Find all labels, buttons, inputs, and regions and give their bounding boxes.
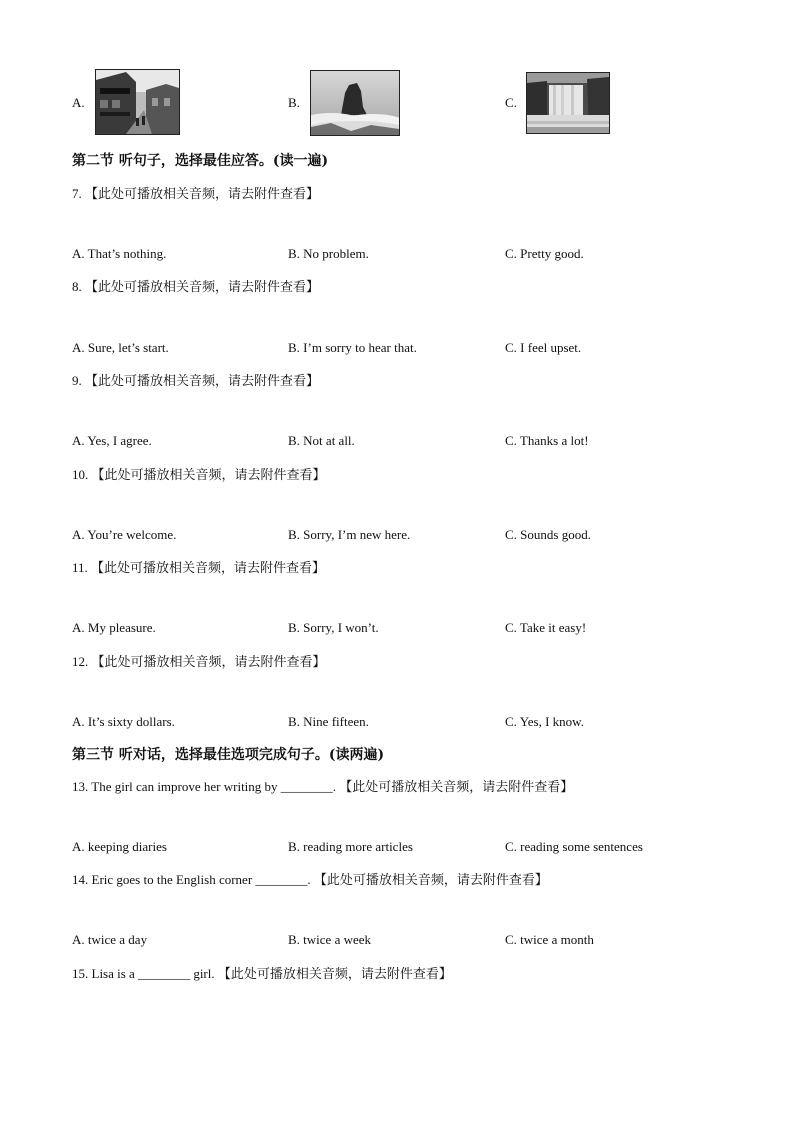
q13-option-b: B. reading more articles xyxy=(288,839,413,854)
q8-option-b: B. I’m sorry to hear that. xyxy=(288,340,417,355)
q7-option-b: B. No problem. xyxy=(288,246,369,261)
q9-option-a: A. Yes, I agree. xyxy=(72,433,152,448)
q11-option-a: A. My pleasure. xyxy=(72,620,156,635)
q11-option-c: C. Take it easy! xyxy=(505,620,587,635)
audio-placeholder[interactable]: 【此处可播放相关音频，请去附件查看】 xyxy=(217,967,452,982)
question-7 xyxy=(72,183,319,202)
street-photo xyxy=(95,69,180,135)
q12-option-b: B. Nine fifteen. xyxy=(288,714,369,729)
q13-option-c: C. reading some sentences xyxy=(505,839,643,854)
question-text: 14. Eric goes to the English corner ________. xyxy=(72,872,311,887)
q8-option-a: A. Sure, let’s start. xyxy=(72,340,169,355)
q12-option-a: A. It’s sixty dollars. xyxy=(72,714,175,729)
question-number: 10. xyxy=(72,467,89,482)
question-number: 8. xyxy=(72,279,82,294)
q9-option-c: C. Thanks a lot! xyxy=(505,433,589,448)
q7-option-c: C. Pretty good. xyxy=(505,246,584,261)
audio-placeholder[interactable]: 【此处可播放相关音频，请去附件查看】 xyxy=(339,780,574,795)
q14-option-c: C. twice a month xyxy=(505,932,594,947)
waterfall-photo xyxy=(526,72,610,134)
option-a-label: A. xyxy=(72,95,85,110)
option-b-label: B. xyxy=(288,95,300,110)
q7-option-a: A. That’s nothing. xyxy=(72,246,167,261)
audio-placeholder[interactable]: 【此处可播放相关音频，请去附件查看】 xyxy=(91,468,326,483)
q10-option-c: C. Sounds good. xyxy=(505,527,591,542)
audio-placeholder[interactable]: 【此处可播放相关音频，请去附件查看】 xyxy=(91,655,326,670)
audio-placeholder[interactable]: 【此处可播放相关音频，请去附件查看】 xyxy=(85,374,320,389)
q10-option-a: A. You’re welcome. xyxy=(72,527,177,542)
question-number: 11. xyxy=(72,560,88,575)
q14-option-b: B. twice a week xyxy=(288,932,372,947)
question-10 xyxy=(72,464,326,483)
q12-option-c: C. Yes, I know. xyxy=(505,714,584,729)
question-number: 7. xyxy=(72,186,82,201)
question-number: 12. xyxy=(72,654,89,669)
question-number: 9. xyxy=(72,373,82,388)
q14-option-a: A. twice a day xyxy=(72,932,148,947)
mountain-photo xyxy=(310,70,400,136)
audio-placeholder[interactable]: 【此处可播放相关音频，请去附件查看】 xyxy=(85,187,320,202)
question-14 xyxy=(72,869,548,888)
question-11 xyxy=(72,557,325,576)
section2-title: 第二节 听句子，选择最佳应答。(读一遍) xyxy=(72,153,329,169)
audio-placeholder[interactable]: 【此处可播放相关音频，请去附件查看】 xyxy=(85,280,320,295)
question-12 xyxy=(72,651,326,670)
question-9 xyxy=(72,370,319,389)
q9-option-b: B. Not at all. xyxy=(288,433,355,448)
question-13 xyxy=(72,776,573,795)
question-8 xyxy=(72,276,319,295)
option-c-label: C. xyxy=(505,95,517,110)
q10-option-b: B. Sorry, I’m new here. xyxy=(288,527,411,542)
question-text: 13. The girl can improve her writing by ________. xyxy=(72,779,337,794)
q13-option-a: A. keeping diaries xyxy=(72,839,167,854)
audio-placeholder[interactable]: 【此处可播放相关音频，请去附件查看】 xyxy=(91,561,326,576)
audio-placeholder[interactable]: 【此处可播放相关音频，请去附件查看】 xyxy=(313,873,548,888)
question-text: 15. Lisa is a ________ girl. xyxy=(72,966,215,981)
q11-option-b: B. Sorry, I won’t. xyxy=(288,620,379,635)
question-15 xyxy=(72,963,452,982)
q8-option-c: C. I feel upset. xyxy=(505,340,582,355)
section3-title: 第三节 听对话，选择最佳选项完成句子。(读两遍) xyxy=(72,747,385,763)
